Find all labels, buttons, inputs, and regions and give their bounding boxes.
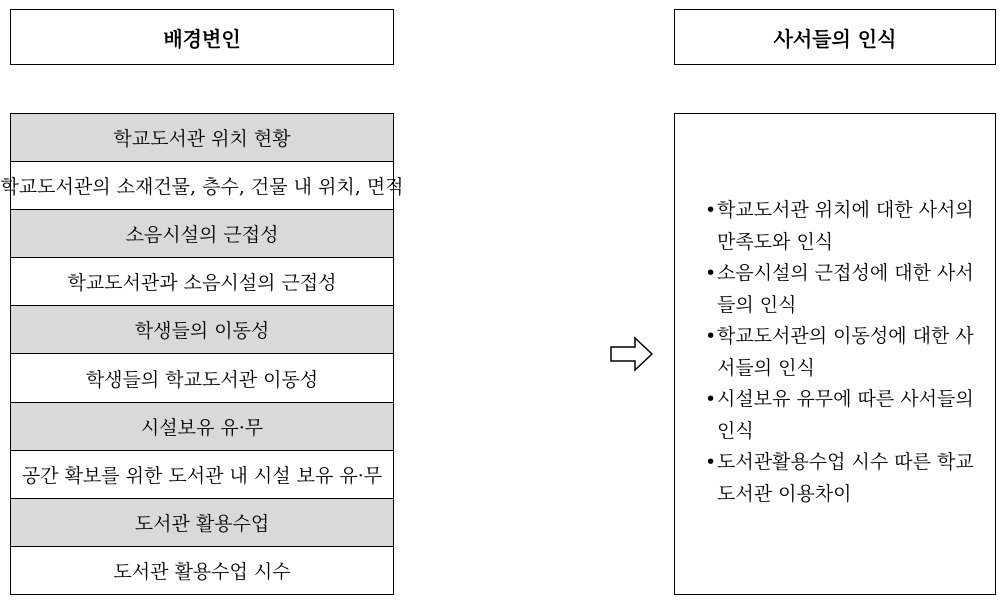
librarian-perception-header xyxy=(674,9,996,65)
right-arrow-outline-icon xyxy=(610,336,654,372)
factor-category-label: 도서관 활용수업 xyxy=(134,512,270,535)
perception-item: • 소음시설의 근접성에 대한 사서들의 인식 xyxy=(705,258,975,321)
background-variables-table xyxy=(0,113,404,595)
perception-item: • 시설보유 유무에 따른 사서들의 인식 xyxy=(705,384,975,447)
factor-detail-label: 학교도서관과 소음시설의 근접성 xyxy=(67,272,337,295)
factor-detail-label: 도서관 활용수업 시수 xyxy=(113,560,291,583)
factor-detail-label: 공간 확보를 위한 도서관 내 시설 보유 유·무 xyxy=(21,464,383,487)
perception-item: • 학교도서관 위치에 대한 사서의 만족도와 인식 xyxy=(705,195,975,258)
factor-detail-row xyxy=(11,451,393,499)
factor-category-row xyxy=(11,306,393,354)
perception-item: • 학교도서관의 이동성에 대한 사서들의 인식 xyxy=(705,321,975,384)
factor-category-label: 시설보유 유·무 xyxy=(140,416,264,439)
factor-detail-row xyxy=(11,258,393,306)
factor-detail-label: 학교도서관의 소재건물, 층수, 건물 내 위치, 면적 xyxy=(0,176,404,199)
perception-item: • 도서관활용수업 시수 따른 학교도서관 이용차이 xyxy=(705,447,975,510)
factor-category-row xyxy=(11,403,393,451)
factor-detail-row xyxy=(0,162,404,210)
factor-detail-row xyxy=(11,354,393,402)
factor-category-label: 학생들의 이동성 xyxy=(134,320,270,343)
factor-detail-label: 학생들의 학교도서관 이동성 xyxy=(85,368,319,391)
factor-category-label: 학교도서관 위치 현황 xyxy=(113,128,291,151)
factor-category-label: 소음시설의 근접성 xyxy=(125,224,279,247)
factor-category-row xyxy=(11,499,393,547)
librarian-perception-title: 사서들의 인식 xyxy=(773,26,897,51)
factor-detail-row xyxy=(11,547,393,594)
background-variables-title: 배경변인 xyxy=(163,26,241,51)
factor-category-row xyxy=(11,210,393,258)
librarian-perception-box xyxy=(674,113,996,595)
background-variables-header xyxy=(10,9,394,65)
perception-list xyxy=(705,195,975,510)
factor-category-row xyxy=(11,114,393,162)
